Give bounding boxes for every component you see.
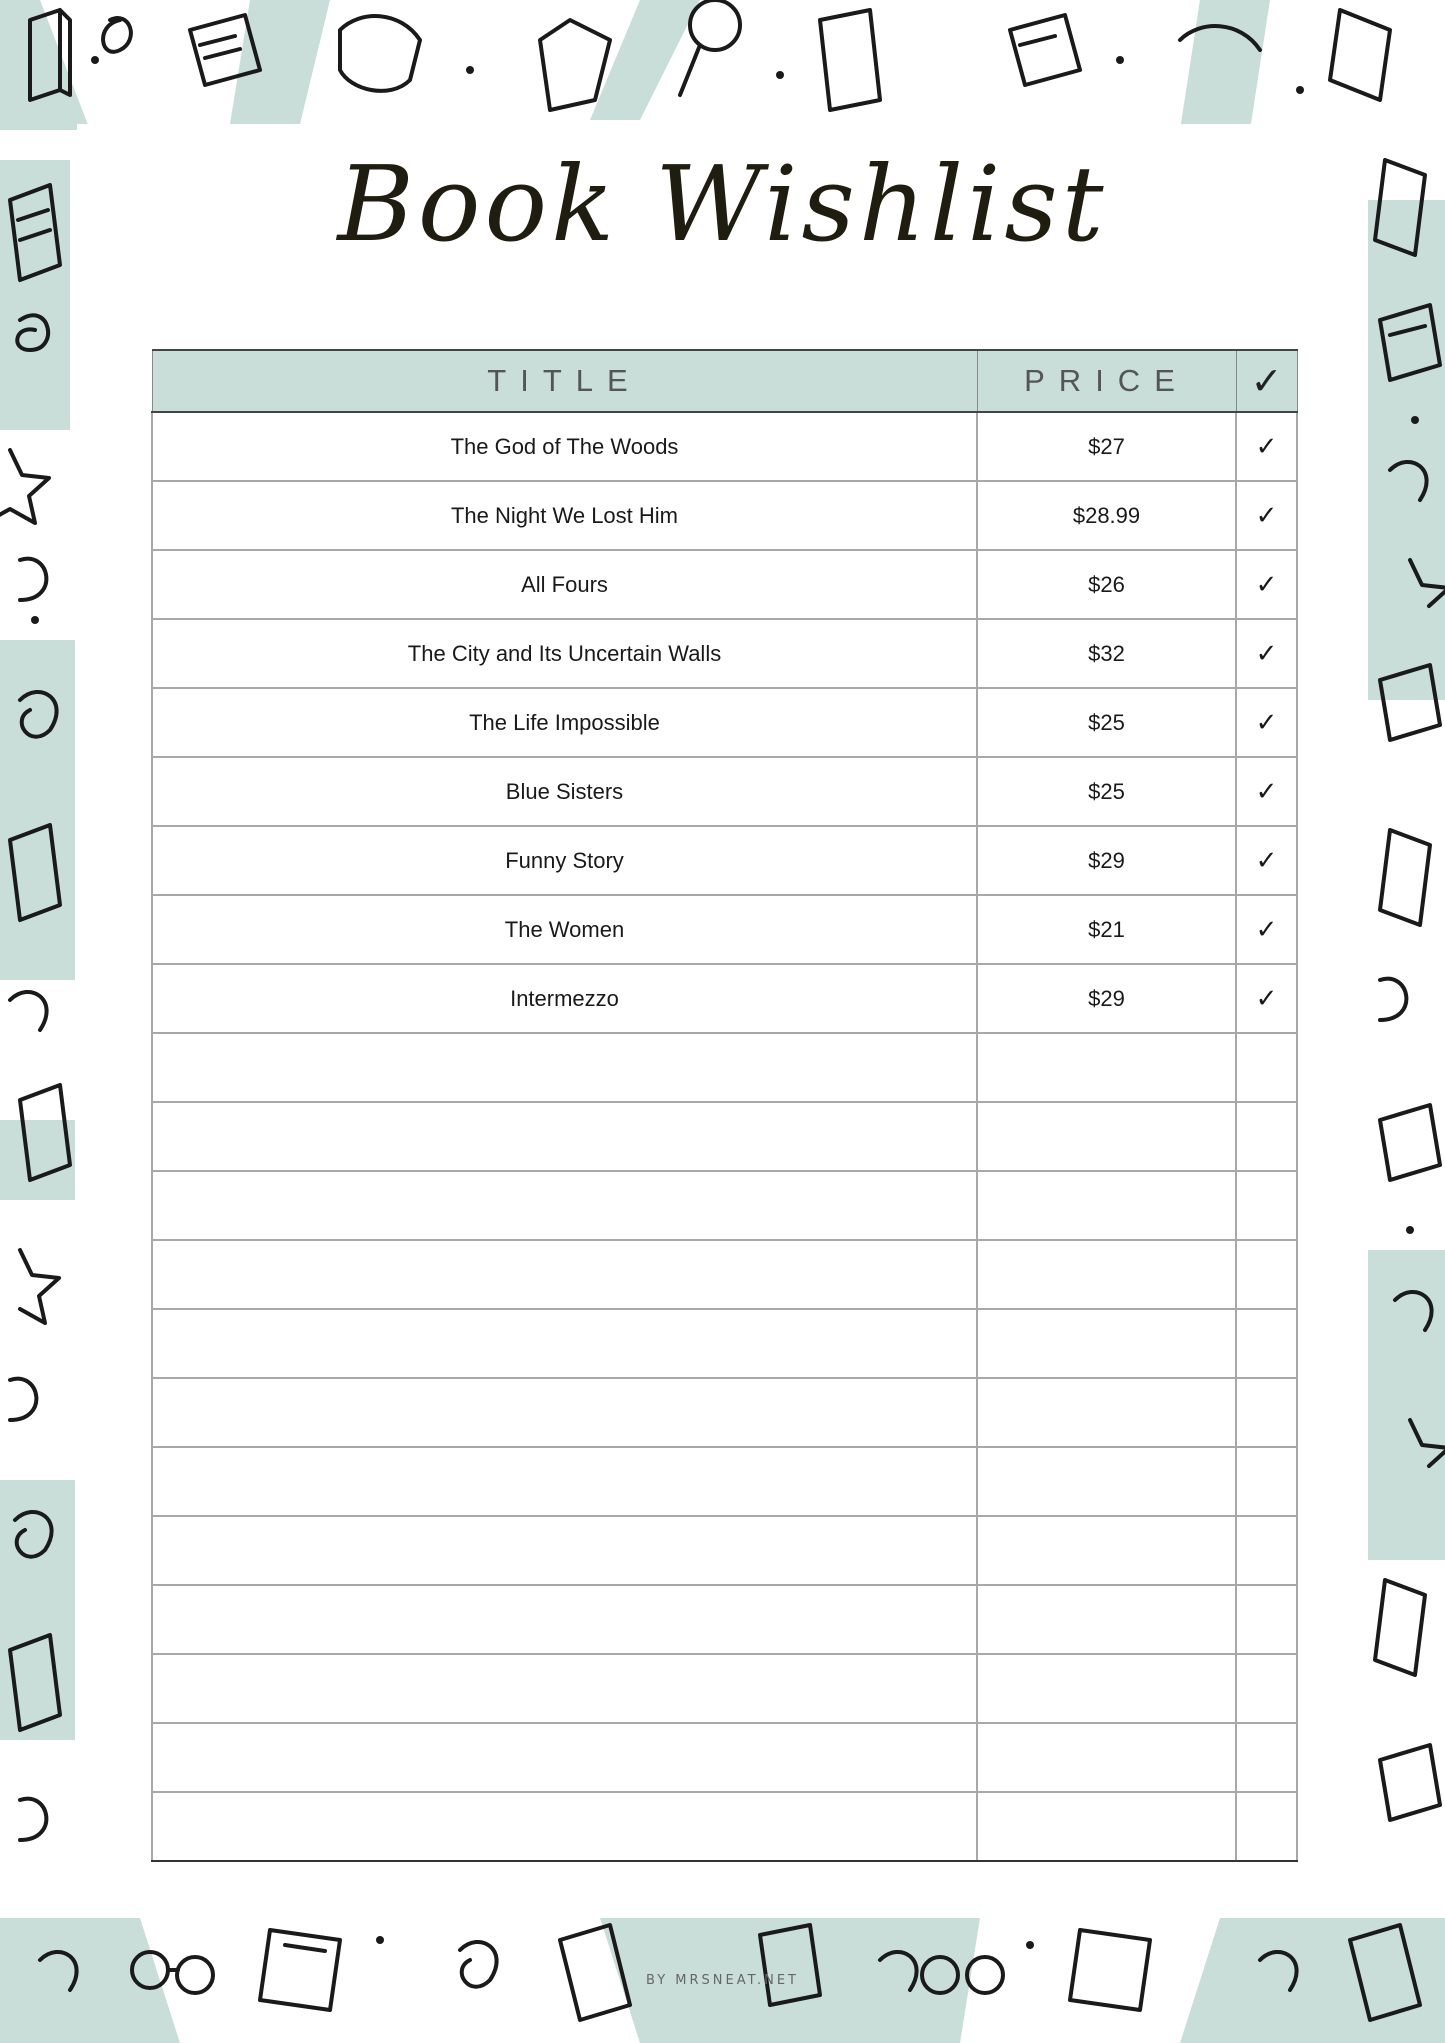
book-price-cell[interactable]: [977, 1171, 1236, 1240]
book-title-cell[interactable]: [152, 1447, 977, 1516]
book-title-cell[interactable]: [152, 1033, 977, 1102]
table-row: [152, 1654, 1297, 1723]
check-cell[interactable]: [1236, 1447, 1297, 1516]
book-price-cell[interactable]: [977, 1585, 1236, 1654]
table-row: [152, 619, 1297, 688]
table-row: [152, 1309, 1297, 1378]
check-cell[interactable]: [1236, 1102, 1297, 1171]
book-title-cell[interactable]: [152, 1240, 977, 1309]
check-cell[interactable]: ✓: [1236, 481, 1297, 550]
site-credit: BY MRSNEAT.NET: [645, 1973, 799, 1988]
check-cell[interactable]: [1236, 1585, 1297, 1654]
table-row: [152, 1447, 1297, 1516]
checkmark-column-header-icon: ✓: [1236, 350, 1297, 412]
table-row: [152, 1585, 1297, 1654]
table-row: [152, 1792, 1297, 1861]
table-header-row: [152, 350, 1297, 412]
book-title-cell[interactable]: [152, 1516, 977, 1585]
check-cell[interactable]: ✓: [1236, 688, 1297, 757]
book-price-cell[interactable]: [977, 1309, 1236, 1378]
book-price-cell[interactable]: [977, 1102, 1236, 1171]
table-row: [152, 550, 1297, 619]
table-row: [152, 412, 1297, 481]
table-row: [152, 964, 1297, 1033]
book-price-cell[interactable]: [977, 1723, 1236, 1792]
book-price-cell[interactable]: $25: [977, 757, 1236, 826]
book-title-cell[interactable]: All Fours: [152, 550, 977, 619]
book-price-cell[interactable]: [977, 1792, 1236, 1861]
check-cell[interactable]: ✓: [1236, 550, 1297, 619]
page-title: Book Wishlist: [337, 143, 1108, 265]
book-title-cell[interactable]: [152, 1171, 977, 1240]
check-cell[interactable]: ✓: [1236, 412, 1297, 481]
check-cell[interactable]: [1236, 1378, 1297, 1447]
book-title-cell[interactable]: [152, 1585, 977, 1654]
book-price-cell[interactable]: $25: [977, 688, 1236, 757]
book-title-cell[interactable]: The Women: [152, 895, 977, 964]
table-row: [152, 1102, 1297, 1171]
book-price-cell[interactable]: $29: [977, 964, 1236, 1033]
book-price-cell[interactable]: $21: [977, 895, 1236, 964]
book-price-cell[interactable]: $29: [977, 826, 1236, 895]
table-row: [152, 826, 1297, 895]
book-title-cell[interactable]: Intermezzo: [152, 964, 977, 1033]
table-row: [152, 895, 1297, 964]
table-row: [152, 1378, 1297, 1447]
check-cell[interactable]: [1236, 1654, 1297, 1723]
book-price-cell[interactable]: [977, 1654, 1236, 1723]
price-column-header: PRICE: [977, 350, 1236, 412]
check-cell[interactable]: [1236, 1240, 1297, 1309]
check-cell[interactable]: ✓: [1236, 826, 1297, 895]
book-price-cell[interactable]: [977, 1447, 1236, 1516]
book-title-cell[interactable]: [152, 1102, 977, 1171]
book-price-cell[interactable]: $27: [977, 412, 1236, 481]
book-price-cell[interactable]: $28.99: [977, 481, 1236, 550]
check-cell[interactable]: ✓: [1236, 895, 1297, 964]
book-price-cell[interactable]: $32: [977, 619, 1236, 688]
book-title-cell[interactable]: [152, 1723, 977, 1792]
book-price-cell[interactable]: [977, 1516, 1236, 1585]
table-row: [152, 1033, 1297, 1102]
book-title-cell[interactable]: [152, 1309, 977, 1378]
check-cell[interactable]: ✓: [1236, 964, 1297, 1033]
table-row: [152, 1240, 1297, 1309]
check-cell[interactable]: [1236, 1792, 1297, 1861]
book-title-cell[interactable]: The Night We Lost Him: [152, 481, 977, 550]
check-cell[interactable]: [1236, 1723, 1297, 1792]
book-title-cell[interactable]: Blue Sisters: [152, 757, 977, 826]
table-row: [152, 688, 1297, 757]
table-row: [152, 1516, 1297, 1585]
check-cell[interactable]: [1236, 1516, 1297, 1585]
table-row: [152, 1723, 1297, 1792]
book-title-cell[interactable]: [152, 1792, 977, 1861]
book-title-cell[interactable]: The Life Impossible: [152, 688, 977, 757]
check-cell[interactable]: ✓: [1236, 757, 1297, 826]
book-title-cell[interactable]: The City and Its Uncertain Walls: [152, 619, 977, 688]
check-cell[interactable]: [1236, 1171, 1297, 1240]
check-cell[interactable]: ✓: [1236, 619, 1297, 688]
book-title-cell[interactable]: [152, 1654, 977, 1723]
table-row: [152, 481, 1297, 550]
book-title-cell[interactable]: [152, 1378, 977, 1447]
book-title-cell[interactable]: Funny Story: [152, 826, 977, 895]
book-price-cell[interactable]: $26: [977, 550, 1236, 619]
book-price-cell[interactable]: [977, 1240, 1236, 1309]
table-row: [152, 1171, 1297, 1240]
title-column-header: TITLE: [152, 350, 977, 412]
book-price-cell[interactable]: [977, 1033, 1236, 1102]
check-cell[interactable]: [1236, 1033, 1297, 1102]
table-row: [152, 757, 1297, 826]
book-price-cell[interactable]: [977, 1378, 1236, 1447]
book-title-cell[interactable]: The God of The Woods: [152, 412, 977, 481]
wishlist-table: [151, 349, 1298, 1862]
check-cell[interactable]: [1236, 1309, 1297, 1378]
